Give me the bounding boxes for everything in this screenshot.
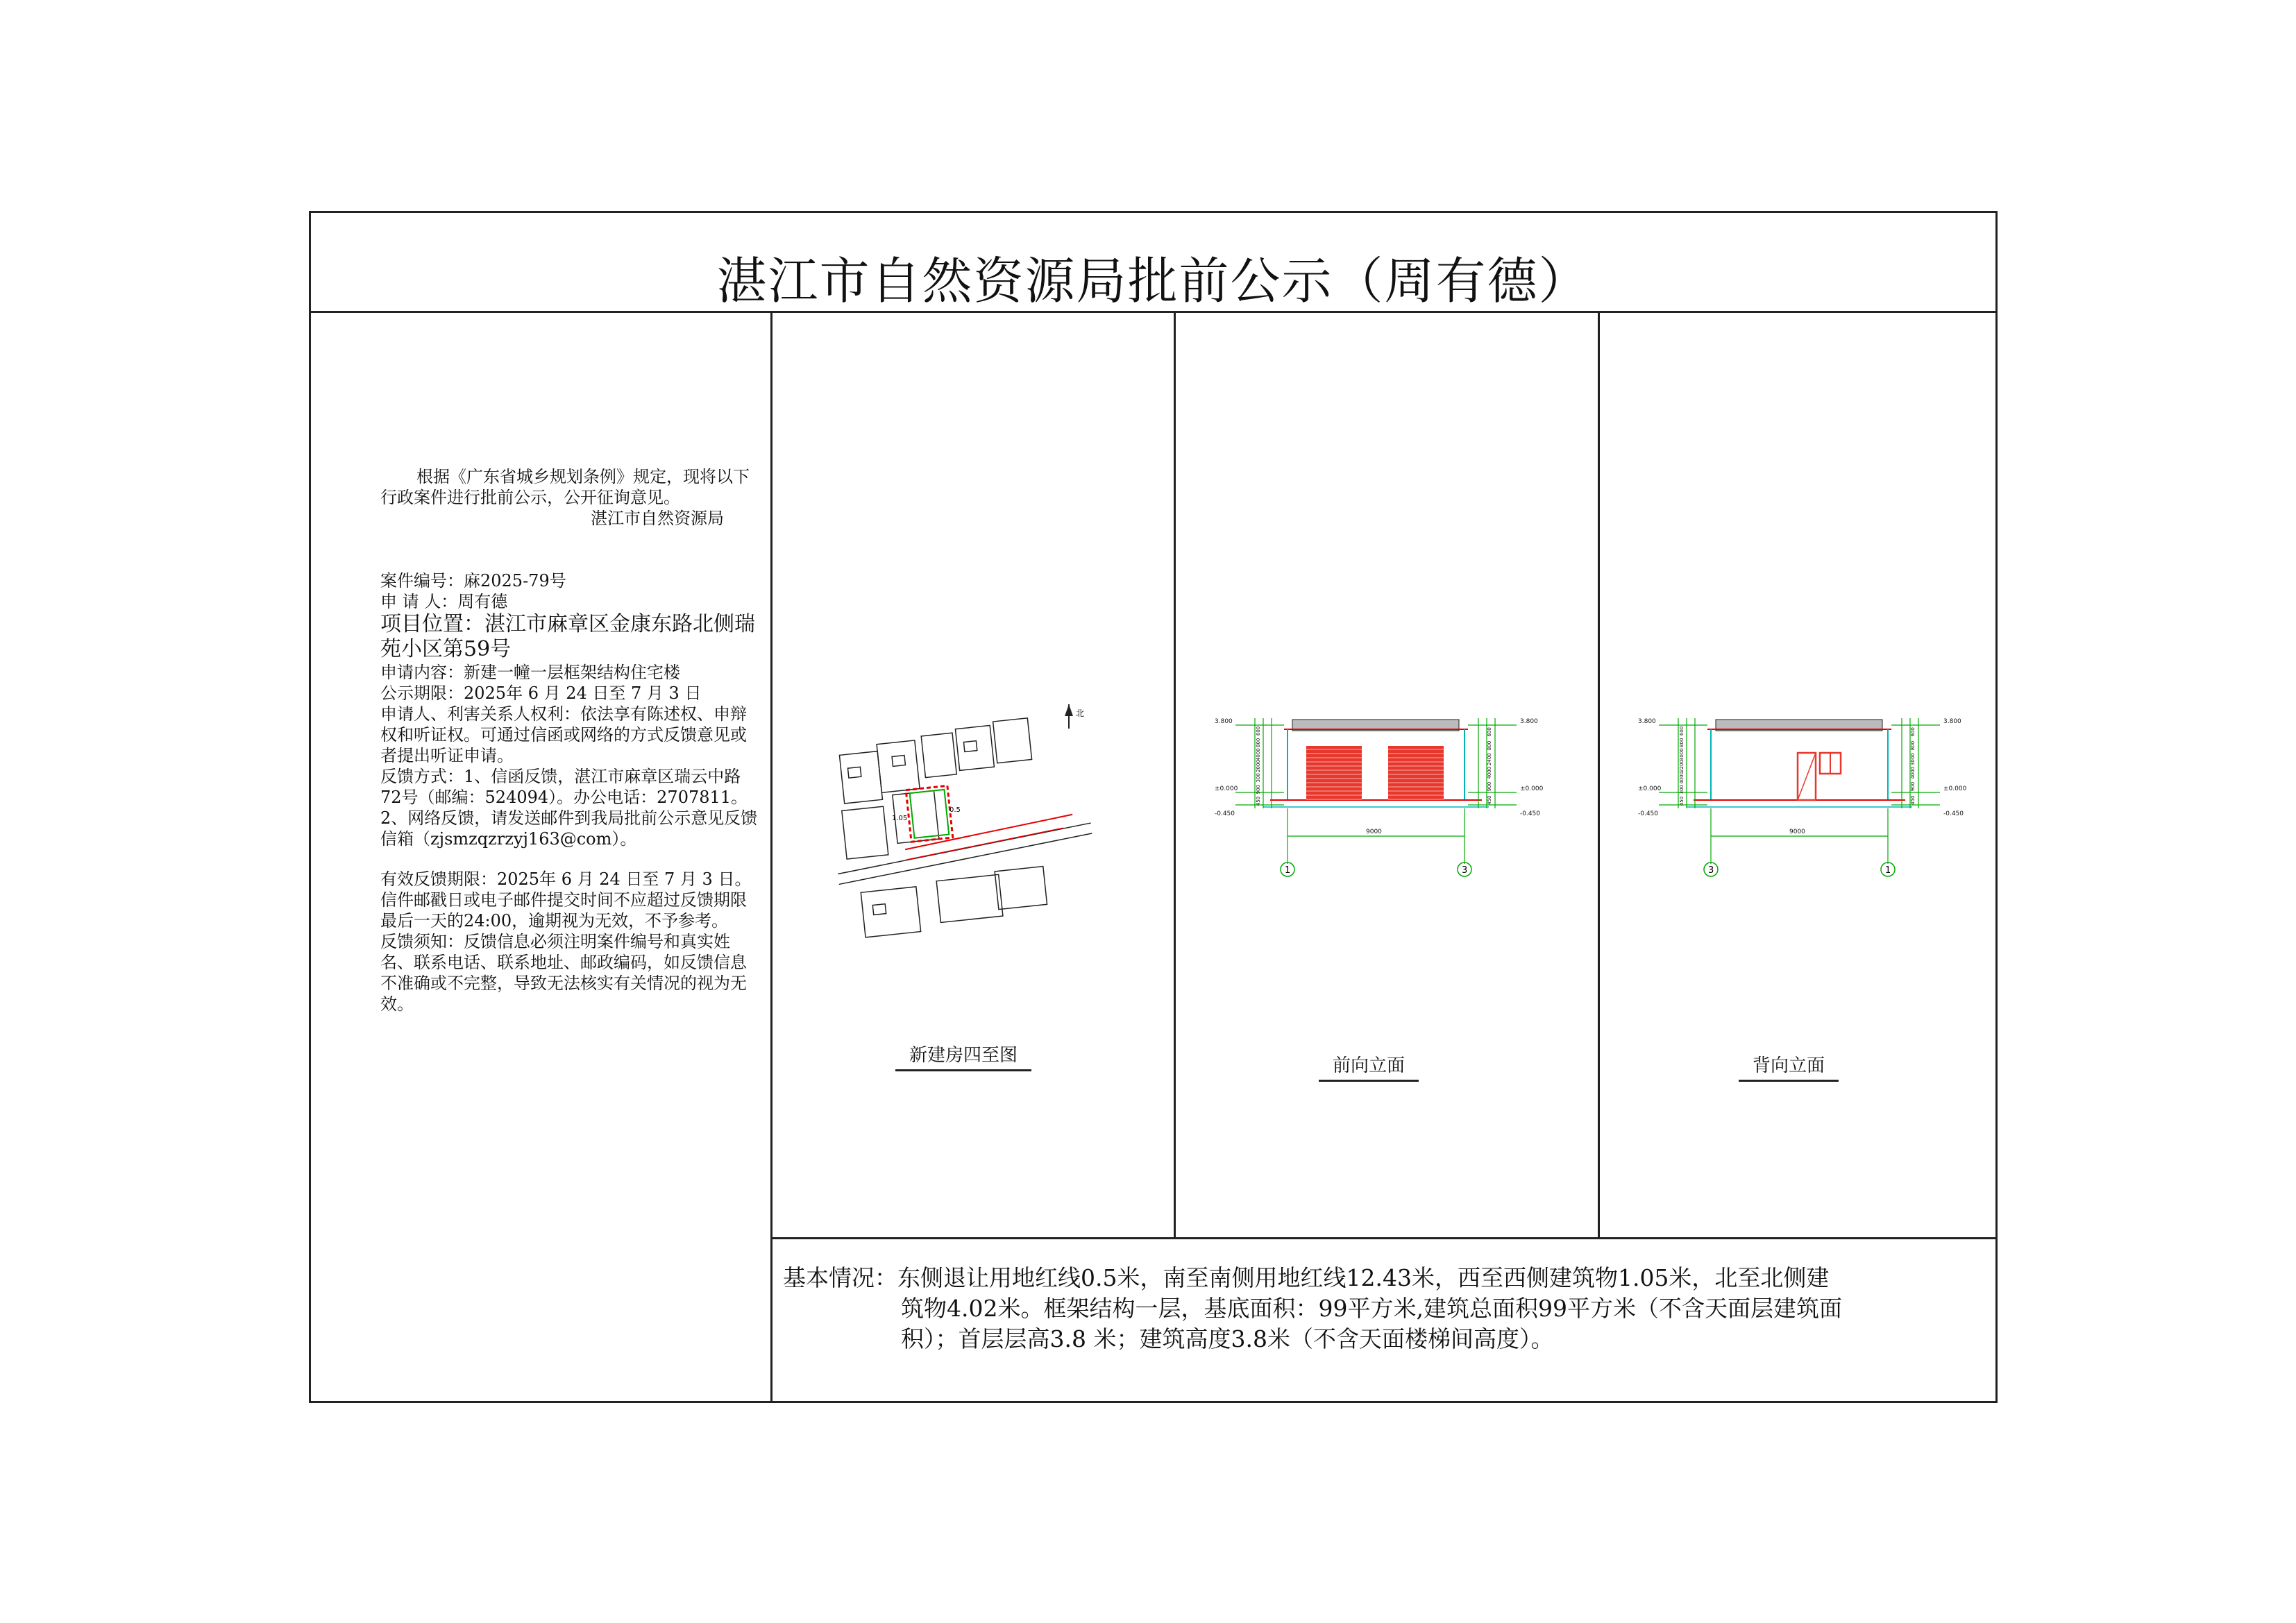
divider-mid1 — [1174, 311, 1176, 1237]
front-elevation-caption: 前向立面 — [1319, 1051, 1419, 1082]
back-elevation-drawing — [1596, 697, 1985, 885]
front-level-bot-right: -0.450 — [1520, 810, 1541, 817]
small-box — [847, 767, 861, 778]
back-level-bot-left: -0.450 — [1638, 810, 1659, 817]
basic-info-line-2: 筑物4.02米。框架结构一层，基底面积：99平方米,建筑总面积99平方米（不含天面层建筑面 — [901, 1295, 1842, 1322]
small-box — [872, 904, 886, 915]
north-label: 北 — [1076, 708, 1085, 718]
site-dim-west: 1.05 — [892, 815, 908, 822]
project-location: 项目位置：湛江市麻章区金康东路北侧瑞苑小区第59号 — [380, 612, 755, 661]
front-left-dim-label: 900 — [1256, 785, 1261, 794]
front-level-mid-left: ±0.000 — [1215, 785, 1238, 792]
back-axis-left: 3 — [1708, 865, 1714, 876]
back-left-dim-label: 800 — [1679, 738, 1685, 747]
front-right-dim-label: 2400 — [1487, 753, 1492, 766]
back-right-dim-label: 900 — [1910, 781, 1916, 792]
front-left-dim-label: 300 — [1256, 773, 1261, 783]
front-left-dim-label: 600 — [1256, 726, 1261, 736]
front-level-bot-left: -0.450 — [1215, 810, 1235, 817]
page-title: 湛江市自然资源局批前公示（周有德） — [716, 252, 1590, 310]
front-level-mid-right: ±0.000 — [1520, 785, 1544, 792]
back-right-dim-label: 800 — [1910, 740, 1916, 751]
front-elevation-drawing — [1194, 697, 1562, 885]
notice-issuer: 湛江市自然资源局 — [591, 509, 724, 528]
back-left-dim-label: 4000 — [1679, 771, 1685, 784]
back-level-mid-right: ±0.000 — [1943, 785, 1967, 792]
back-level-bot-right: -0.450 — [1943, 810, 1964, 817]
site-lot — [877, 740, 920, 792]
back-left-dim-label: 600 — [1679, 726, 1685, 736]
back-right-dim-label: 3000 — [1910, 753, 1916, 766]
site-dim-east: 0.5 — [949, 806, 961, 814]
feedback-method-1: 反馈方式：1、信函反馈，湛江市麻章区瑞云中路72号（邮编：524094）。办公电话：2707811。 — [380, 767, 748, 807]
front-roller-door — [1388, 746, 1444, 800]
back-width-dim: 9000 — [1789, 829, 1805, 835]
feedback-requirements: 反馈须知：反馈信息必须注明案件编号和真实姓名、联系电话、联系地址、邮政编码，如反馈信息不准确或不完整，导致无法核实有关情况的视为无效。 — [380, 932, 747, 1014]
front-roller-door — [1306, 746, 1362, 800]
front-axis-right: 3 — [1462, 865, 1468, 876]
front-level-top-left: 3.800 — [1215, 718, 1233, 725]
front-right-dim-label: 900 — [1487, 781, 1492, 792]
front-level-top-right: 3.800 — [1520, 718, 1538, 725]
site-lot — [955, 725, 994, 770]
back-elevation-caption: 背向立面 — [1739, 1051, 1839, 1082]
site-lot — [842, 806, 888, 859]
site-lot — [921, 733, 956, 777]
site-lot — [936, 874, 1003, 922]
site-lot — [993, 718, 1032, 763]
back-left-dim-label: 3000 — [1679, 748, 1685, 761]
site-lot — [839, 751, 882, 804]
divider-bottom — [770, 1237, 1998, 1239]
front-right-dim-label: 800 — [1487, 740, 1492, 751]
site-lot — [861, 887, 920, 937]
site-plan-drawing — [833, 701, 1097, 937]
small-box — [892, 756, 905, 767]
basic-info — [783, 1263, 1845, 1354]
back-level-top-right: 3.800 — [1943, 718, 1961, 725]
back-right-dim-label: 450 — [1910, 795, 1916, 805]
back-left-dim-label: 2200 — [1679, 760, 1685, 772]
application-content: 申请内容：新建一幢一层框架结构住宅楼 — [380, 663, 680, 682]
front-left-dim-label: 800 — [1256, 738, 1261, 747]
site-road — [836, 833, 1095, 884]
front-right-dim-label: 600 — [1487, 727, 1492, 737]
new-building-outline — [910, 790, 949, 838]
back-level-top-left: 3.800 — [1638, 718, 1656, 725]
back-left-dim-label: 450 — [1679, 796, 1685, 806]
back-left-dim-label: 300 — [1679, 785, 1685, 794]
notice-intro: 根据《广东省城乡规划条例》规定，现将以下行政案件进行批前公示，公开征询意见。 — [380, 467, 750, 507]
title-row — [311, 213, 1995, 313]
basic-info-line-3: 积）；首层层高3.8 米；建筑高度3.8米（不含天面楼梯间高度）。 — [901, 1325, 1554, 1352]
notice-text — [380, 466, 759, 1014]
back-axis-right: 1 — [1885, 865, 1891, 876]
basic-info-line-1: 基本情况：东侧退让用地红线0.5米，南至南侧用地红线12.43米，西至西侧建筑物1.05米，北至北侧建 — [783, 1264, 1830, 1291]
notice-period: 公示期限：2025年 6 月 24 日至 7 月 3 日 — [380, 683, 702, 703]
front-left-dim-label: 4000 — [1256, 748, 1261, 761]
back-door-swing — [1798, 753, 1816, 800]
party-rights: 申请人、利害关系人权利：依法享有陈述权、申辩权和听证权。可通过信函或网络的方式反馈意见或者提出听证申请。 — [380, 704, 747, 765]
north-arrow-icon — [1065, 704, 1073, 729]
front-right-dim-label: 450 — [1487, 795, 1492, 805]
case-number: 案件编号：麻2025-79号 — [380, 571, 566, 590]
front-width-dim: 9000 — [1366, 829, 1382, 835]
back-level-mid-left: ±0.000 — [1638, 785, 1662, 792]
new-building — [906, 785, 953, 842]
feedback-method-2: 2、网络反馈，请发送邮件到我局批前公示意见反馈信箱（zjsmzqzrzyj163@com）。 — [380, 808, 758, 849]
applicant: 申 请 人：周有德 — [380, 592, 508, 611]
front-axis-left: 1 — [1285, 865, 1291, 876]
front-left-dim-label: 450 — [1256, 796, 1261, 806]
back-right-dim-label: 600 — [1910, 727, 1916, 737]
front-right-dim-label: 4000 — [1487, 766, 1492, 779]
back-right-dim-label: 4000 — [1910, 766, 1916, 779]
valid-feedback-period: 有效反馈期限：2025年 6 月 24 日至 7 月 3 日。信件邮戳日或电子邮件提交时间不应超过反馈期限最后一天的24:00，逾期视为无效，不予参考。 — [380, 869, 752, 931]
site-lot — [995, 867, 1047, 910]
front-left-dim-label: 2000 — [1256, 760, 1261, 772]
small-box — [963, 741, 977, 752]
site-plan-caption: 新建房四至图 — [895, 1041, 1031, 1071]
